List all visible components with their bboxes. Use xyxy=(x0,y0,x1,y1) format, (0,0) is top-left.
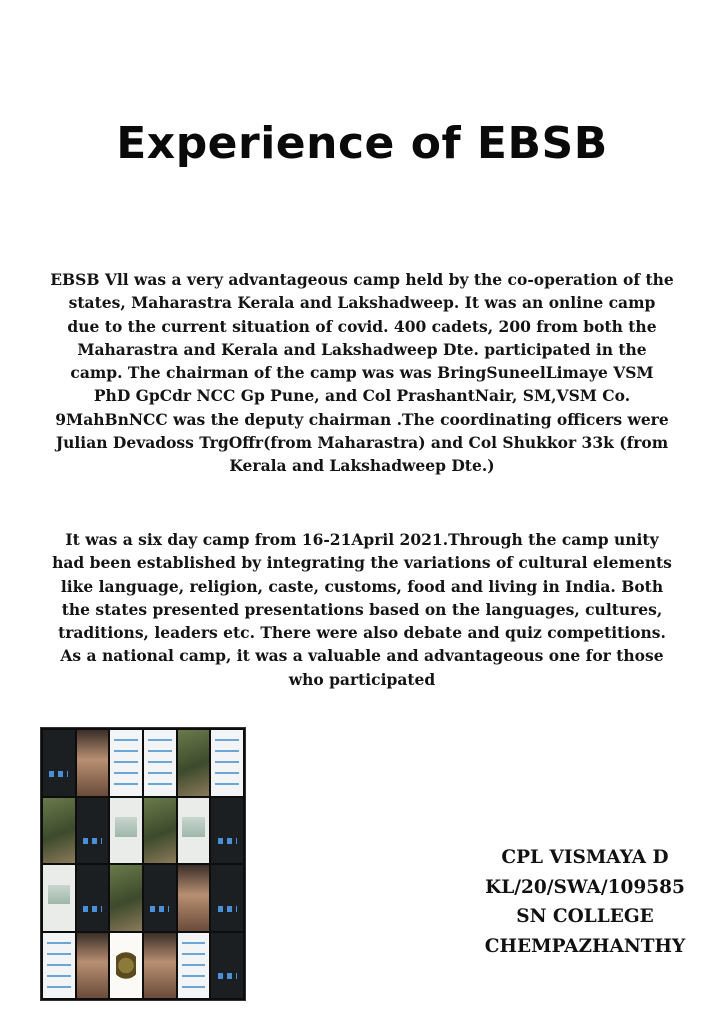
collage-tile xyxy=(110,865,142,931)
collage-tile xyxy=(178,798,210,864)
signature-place: CHEMPAZHANTHY xyxy=(484,935,686,957)
collage-tile xyxy=(178,730,210,796)
collage-tile xyxy=(110,798,142,864)
document-title: Experience of EBSB xyxy=(116,118,608,169)
collage-tile xyxy=(77,933,109,999)
collage-tile xyxy=(178,933,210,999)
collage-tile xyxy=(211,730,243,796)
collage-tile xyxy=(144,865,176,931)
collage-tile xyxy=(211,798,243,864)
signature-name: CPL VISMAYA D xyxy=(501,847,669,868)
collage-tile xyxy=(43,730,75,796)
collage-tile xyxy=(43,933,75,999)
screenshot-collage-image xyxy=(40,727,246,1001)
collage-tile xyxy=(211,933,243,999)
signature-college: SN COLLEGE xyxy=(516,906,654,927)
collage-tile xyxy=(77,730,109,796)
signature-regimental-no: KL/20/SWA/109585 xyxy=(485,876,685,898)
collage-tile xyxy=(77,798,109,864)
collage-tile xyxy=(77,865,109,931)
collage-tile xyxy=(211,865,243,931)
collage-tile xyxy=(144,798,176,864)
paragraph-2: It was a six day camp from 16-21April 2021.Through the camp unity had been established by integrating the variations of cultural elements like language, religion, caste, customs, food and living in India. Both the states presented presentations based on the languages, cultures, traditions, leaders etc. There were also debate and quiz competitions. As a national camp, it was a valuable and advantageous one for those who participated xyxy=(52,530,672,689)
collage-tile xyxy=(43,865,75,931)
collage-tile xyxy=(178,865,210,931)
signature-block xyxy=(478,843,692,961)
collage-tile xyxy=(43,798,75,864)
paragraph-1: EBSB Vll was a very advantageous camp held by the co-operation of the states, Maharastra Kerala and Lakshadweep. It was an online camp due to the current situation of covid. 400 cadets, 200 from both the Maharastra and Kerala and Lakshadweep Dte. participated in the camp. The chairman of the camp was was BringSuneelLimaye VSM PhD GpCdr NCC Gp Pune, and Col PrashantNair, SM,VSM Co. 9MahBnNCC was the deputy chairman .The coordinating officers were Julian Devadoss TrgOffr(from Maharastra) and Col Shukkor 33k (from Kerala and Lakshadweep Dte.) xyxy=(50,270,674,476)
collage-tile xyxy=(110,730,142,796)
collage-tile xyxy=(144,933,176,999)
collage-tile xyxy=(144,730,176,796)
collage-tile xyxy=(110,933,142,999)
